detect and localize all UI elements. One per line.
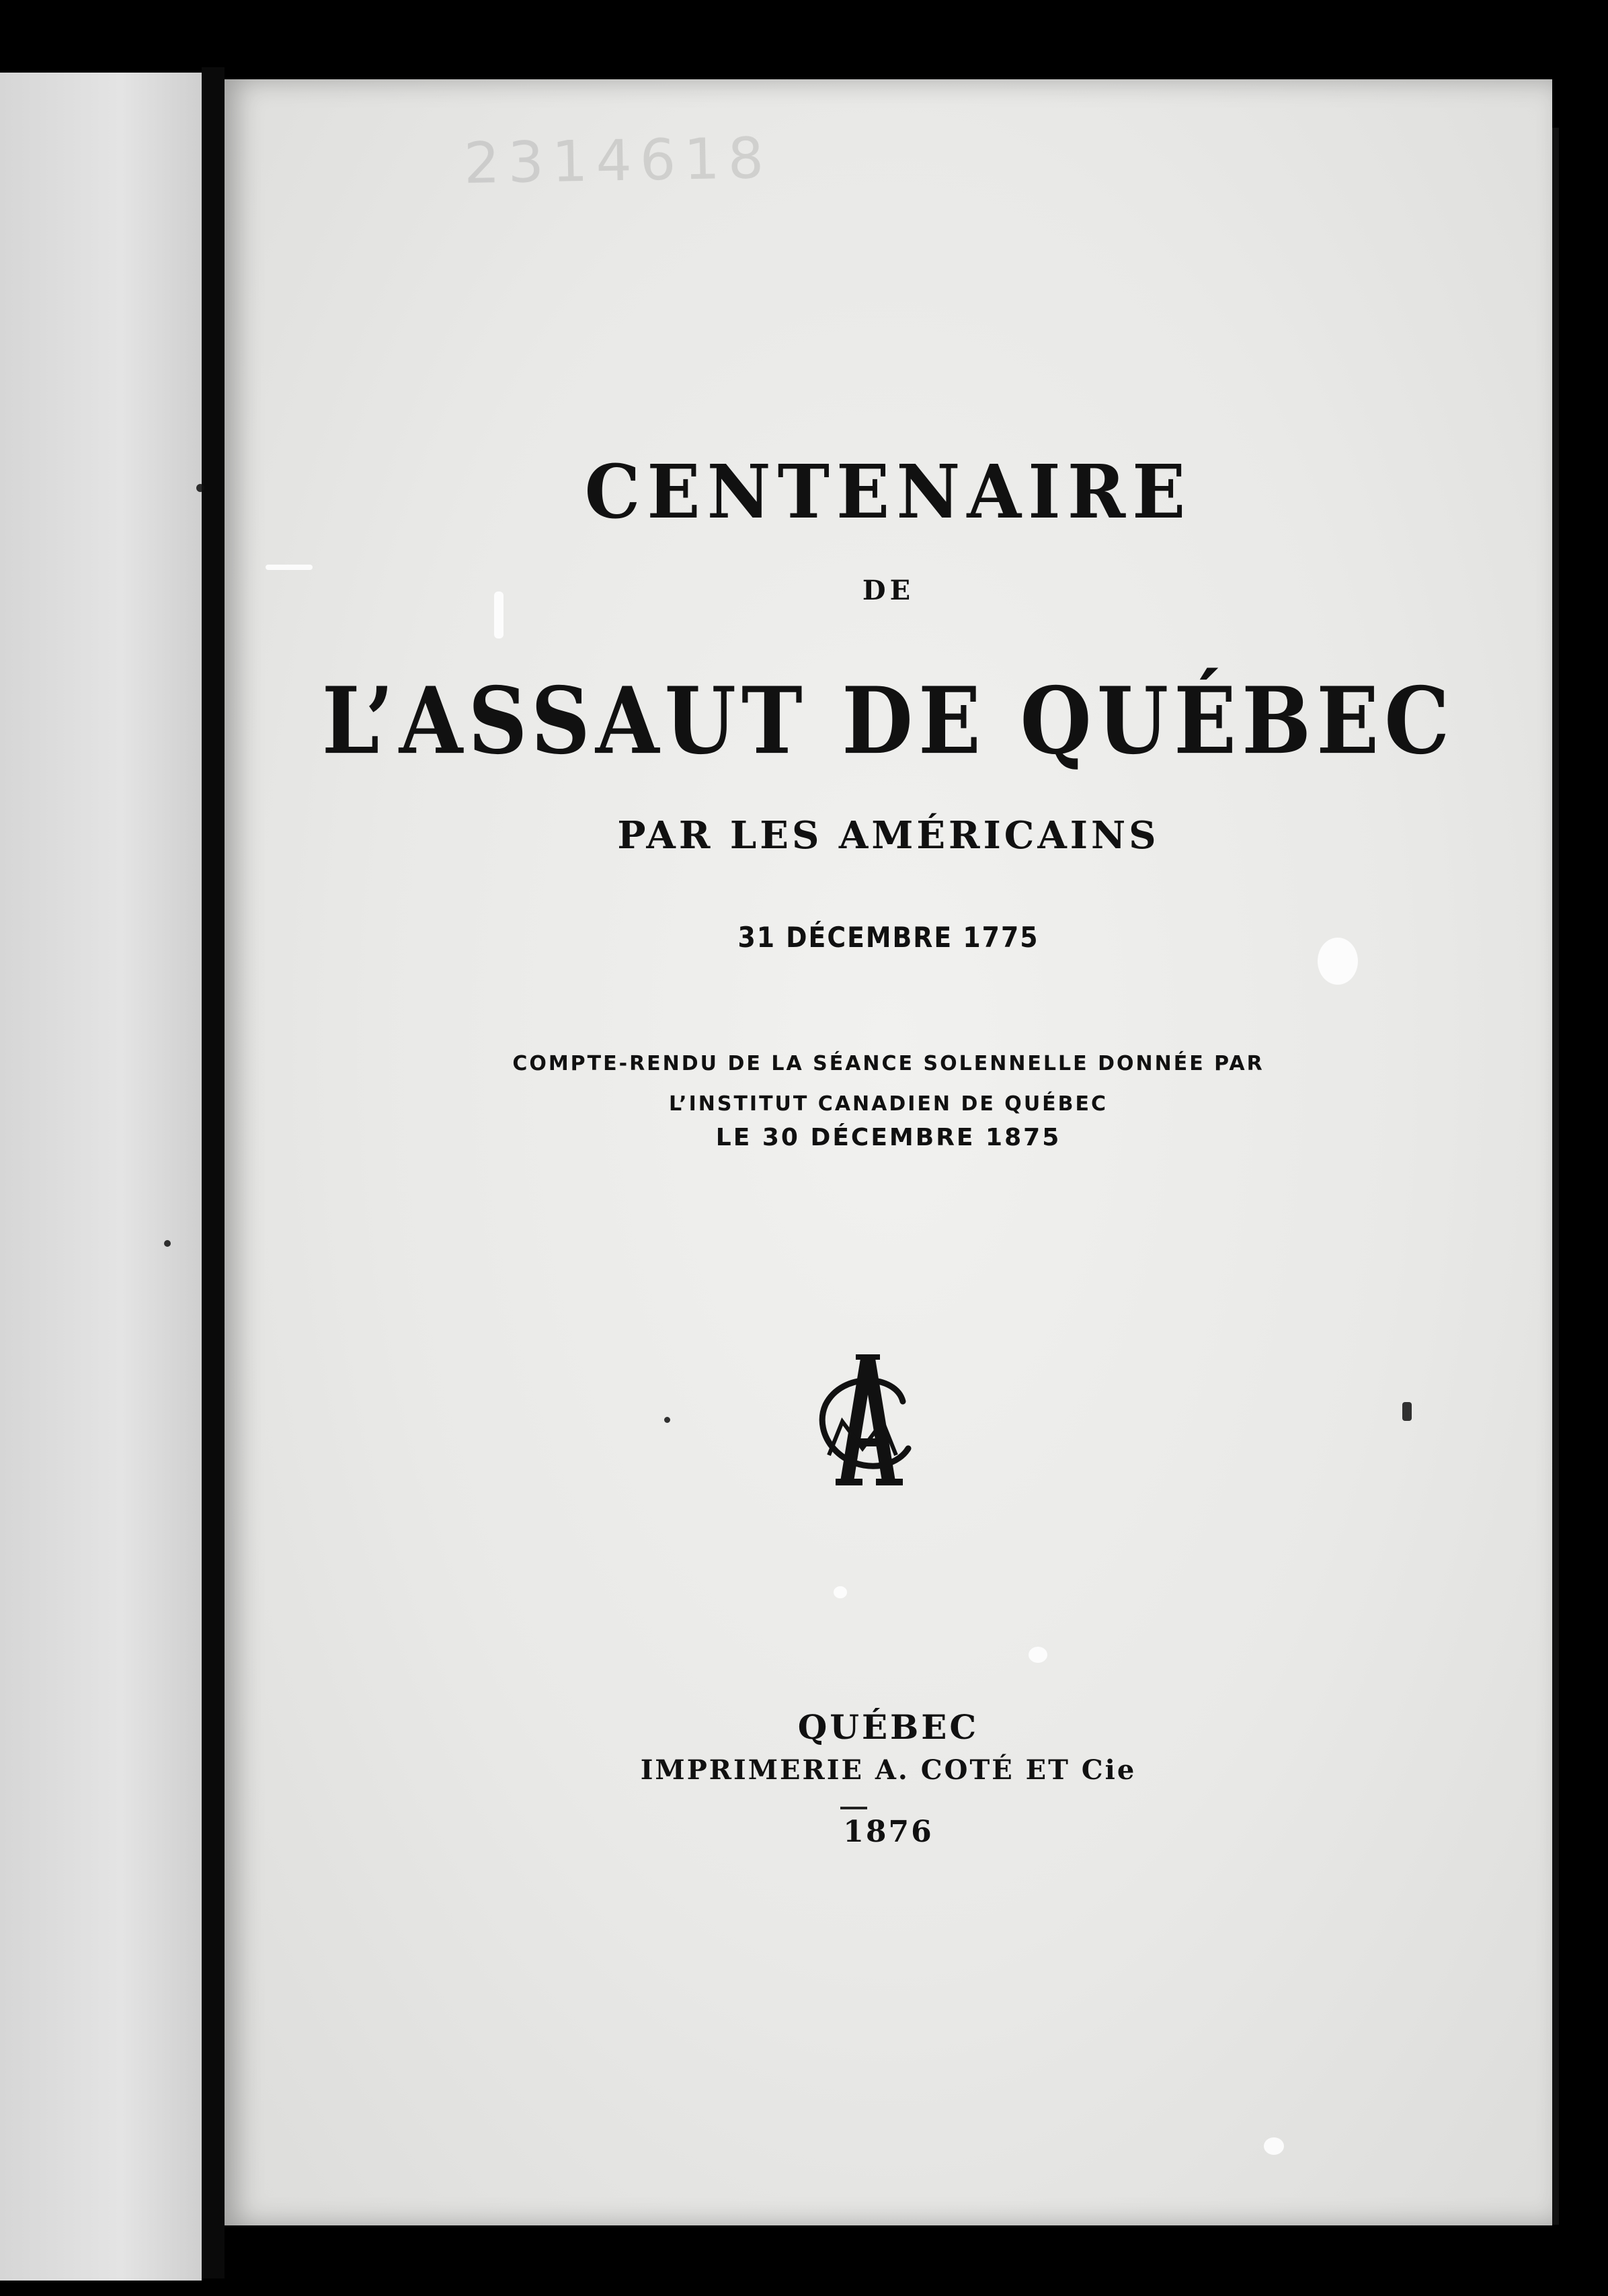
compte-rendu-line-2: L’INSTITUT CANADIEN DE QUÉBEC [668, 1092, 1109, 1116]
title-centenaire: CENTENAIRE [584, 448, 1193, 536]
page-edge-shadow [1552, 128, 1559, 2225]
scan-speck [1402, 1402, 1412, 1421]
printer-monogram-icon [802, 1354, 923, 1489]
imprint-year: 1876 [843, 1815, 934, 1849]
book-gutter [202, 67, 225, 2279]
title-assaut-de-quebec: L’ASSAUT DE QUÉBEC [321, 666, 1455, 775]
scan-speck [494, 591, 504, 639]
imprint-printer: IMPRIMERIE A. COTÉ ET Cie [640, 1754, 1137, 1786]
scan-speck [834, 1586, 847, 1598]
scan-speck [1029, 1647, 1047, 1663]
imprint-rule [840, 1807, 867, 1809]
scan-speck [266, 565, 313, 570]
scan-speck [164, 1240, 171, 1247]
scan-speck [1264, 2137, 1284, 2155]
title-page [225, 79, 1552, 2225]
scan-speck [1318, 938, 1358, 985]
title-par-les-americains: PAR LES AMÉRICAINS [617, 813, 1160, 858]
compte-rendu-line-3: LE 30 DÉCEMBRE 1875 [715, 1124, 1061, 1151]
scan-speck [196, 484, 204, 492]
left-page-edge [0, 73, 202, 2281]
imprint-city: QUÉBEC [797, 1707, 979, 1747]
pencil-catalog-number: 2314618 [463, 125, 772, 196]
compte-rendu-line-1: COMPTE-RENDU DE LA SÉANCE SOLENNELLE DONNÉE PAR [512, 1052, 1264, 1075]
title-date: 31 DÉCEMBRE 1775 [737, 921, 1039, 954]
scan-speck [664, 1417, 670, 1423]
title-de: DE [862, 575, 915, 606]
